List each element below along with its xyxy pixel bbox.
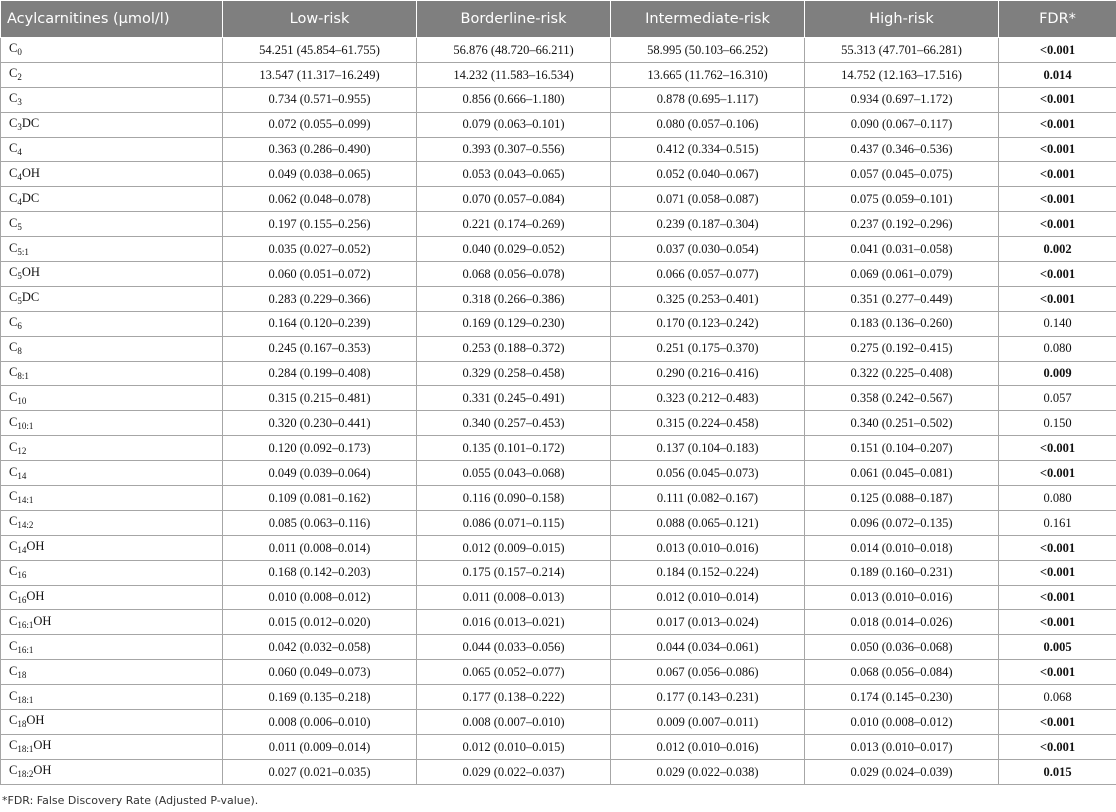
acylcarnitine-name-cell	[1, 311, 223, 336]
low-risk-cell: 0.320 (0.230–0.441)	[223, 411, 417, 436]
high-risk-cell: 0.041 (0.031–0.058)	[805, 237, 999, 262]
high-risk-cell: 0.050 (0.036–0.068)	[805, 635, 999, 660]
high-risk-cell: 0.437 (0.346–0.536)	[805, 137, 999, 162]
table-row	[1, 635, 1116, 660]
low-risk-cell: 0.015 (0.012–0.020)	[223, 610, 417, 635]
fdr-cell: <0.001	[999, 87, 1116, 112]
name-subscript: 5:1	[17, 246, 29, 257]
name-base: C	[9, 489, 18, 504]
intermediate-risk-cell: 0.071 (0.058–0.087)	[611, 187, 805, 212]
table-row	[1, 585, 1116, 610]
high-risk-cell: 14.752 (12.163–17.516)	[805, 62, 999, 87]
borderline-risk-cell: 0.012 (0.010–0.015)	[417, 734, 611, 759]
intermediate-risk-cell: 0.177 (0.143–0.231)	[611, 685, 805, 710]
borderline-risk-cell: 0.169 (0.129–0.230)	[417, 311, 611, 336]
high-risk-cell: 0.075 (0.059–0.101)	[805, 187, 999, 212]
low-risk-cell: 54.251 (45.854–61.755)	[223, 38, 417, 63]
intermediate-risk-cell: 0.111 (0.082–0.167)	[611, 486, 805, 511]
intermediate-risk-cell: 0.170 (0.123–0.242)	[611, 311, 805, 336]
low-risk-cell: 0.085 (0.063–0.116)	[223, 510, 417, 535]
name-subscript: 2	[17, 72, 22, 83]
high-risk-cell: 0.013 (0.010–0.016)	[805, 585, 999, 610]
intermediate-risk-cell: 0.012 (0.010–0.014)	[611, 585, 805, 610]
borderline-risk-cell: 0.012 (0.009–0.015)	[417, 535, 611, 560]
name-subscript: 0	[17, 47, 22, 58]
name-suffix: OH	[33, 738, 52, 753]
intermediate-risk-cell: 0.290 (0.216–0.416)	[611, 361, 805, 386]
low-risk-cell: 0.042 (0.032–0.058)	[223, 635, 417, 660]
table-row	[1, 62, 1116, 87]
high-risk-cell: 55.313 (47.701–66.281)	[805, 38, 999, 63]
name-subscript: 8	[17, 346, 22, 357]
header-low-risk: Low-risk	[223, 1, 417, 38]
low-risk-cell: 0.062 (0.048–0.078)	[223, 187, 417, 212]
low-risk-cell: 0.164 (0.120–0.239)	[223, 311, 417, 336]
name-suffix: DC	[21, 116, 40, 131]
name-subscript: 16:1	[17, 644, 34, 655]
low-risk-cell: 0.011 (0.009–0.014)	[223, 734, 417, 759]
borderline-risk-cell: 0.253 (0.188–0.372)	[417, 336, 611, 361]
table-row	[1, 162, 1116, 187]
table-body	[1, 38, 1116, 785]
intermediate-risk-cell: 0.184 (0.152–0.224)	[611, 560, 805, 585]
borderline-risk-cell: 0.070 (0.057–0.084)	[417, 187, 611, 212]
borderline-risk-cell: 0.856 (0.666–1.180)	[417, 87, 611, 112]
fdr-cell: 0.009	[999, 361, 1116, 386]
name-subscript: 18	[17, 669, 27, 680]
name-base: C	[9, 638, 18, 653]
name-base: C	[9, 240, 18, 255]
acylcarnitine-name-cell	[1, 510, 223, 535]
name-base: C	[9, 165, 18, 180]
borderline-risk-cell: 0.175 (0.157–0.214)	[417, 560, 611, 585]
low-risk-cell: 0.060 (0.049–0.073)	[223, 660, 417, 685]
low-risk-cell: 0.245 (0.167–0.353)	[223, 336, 417, 361]
acylcarnitine-name-cell	[1, 734, 223, 759]
name-subscript: 14	[17, 545, 27, 556]
name-base: C	[9, 265, 18, 280]
acylcarnitine-name-cell	[1, 286, 223, 311]
low-risk-cell: 13.547 (11.317–16.249)	[223, 62, 417, 87]
low-risk-cell: 0.010 (0.008–0.012)	[223, 585, 417, 610]
high-risk-cell: 0.189 (0.160–0.231)	[805, 560, 999, 585]
name-base: C	[9, 66, 18, 81]
table-row	[1, 610, 1116, 635]
intermediate-risk-cell: 0.066 (0.057–0.077)	[611, 262, 805, 287]
low-risk-cell: 0.168 (0.142–0.203)	[223, 560, 417, 585]
name-base: C	[9, 215, 18, 230]
borderline-risk-cell: 0.016 (0.013–0.021)	[417, 610, 611, 635]
low-risk-cell: 0.169 (0.135–0.218)	[223, 685, 417, 710]
high-risk-cell: 0.237 (0.192–0.296)	[805, 212, 999, 237]
fdr-cell: <0.001	[999, 286, 1116, 311]
name-subscript: 10	[17, 395, 27, 406]
fdr-cell: 0.140	[999, 311, 1116, 336]
name-subscript: 5	[17, 221, 22, 232]
borderline-risk-cell: 56.876 (48.720–66.211)	[417, 38, 611, 63]
name-subscript: 14:2	[17, 520, 34, 531]
low-risk-cell: 0.049 (0.038–0.065)	[223, 162, 417, 187]
name-subscript: 4	[17, 171, 22, 182]
fdr-cell: <0.001	[999, 660, 1116, 685]
name-subscript: 5	[17, 271, 22, 282]
table-row	[1, 734, 1116, 759]
intermediate-risk-cell: 0.315 (0.224–0.458)	[611, 411, 805, 436]
acylcarnitine-name-cell	[1, 635, 223, 660]
acylcarnitine-name-cell	[1, 710, 223, 735]
fdr-cell: <0.001	[999, 710, 1116, 735]
intermediate-risk-cell: 0.012 (0.010–0.016)	[611, 734, 805, 759]
borderline-risk-cell: 0.040 (0.029–0.052)	[417, 237, 611, 262]
fdr-cell: <0.001	[999, 734, 1116, 759]
fdr-cell: 0.068	[999, 685, 1116, 710]
borderline-risk-cell: 0.068 (0.056–0.078)	[417, 262, 611, 287]
high-risk-cell: 0.090 (0.067–0.117)	[805, 112, 999, 137]
fdr-cell: <0.001	[999, 535, 1116, 560]
borderline-risk-cell: 0.055 (0.043–0.068)	[417, 461, 611, 486]
name-base: C	[9, 464, 18, 479]
fdr-cell: <0.001	[999, 38, 1116, 63]
name-base: C	[9, 340, 18, 355]
name-base: C	[9, 589, 18, 604]
intermediate-risk-cell: 0.878 (0.695–1.117)	[611, 87, 805, 112]
name-subscript: 8:1	[17, 371, 29, 382]
low-risk-cell: 0.027 (0.021–0.035)	[223, 759, 417, 784]
borderline-risk-cell: 0.086 (0.071–0.115)	[417, 510, 611, 535]
intermediate-risk-cell: 0.239 (0.187–0.304)	[611, 212, 805, 237]
intermediate-risk-cell: 0.009 (0.007–0.011)	[611, 710, 805, 735]
fdr-cell: 0.080	[999, 336, 1116, 361]
acylcarnitine-name-cell	[1, 411, 223, 436]
table-row	[1, 510, 1116, 535]
high-risk-cell: 0.068 (0.056–0.084)	[805, 660, 999, 685]
borderline-risk-cell: 0.221 (0.174–0.269)	[417, 212, 611, 237]
name-base: C	[9, 514, 18, 529]
table-row	[1, 386, 1116, 411]
high-risk-cell: 0.013 (0.010–0.017)	[805, 734, 999, 759]
name-base: C	[9, 613, 18, 628]
name-subscript: 6	[17, 321, 22, 332]
name-base: C	[9, 365, 18, 380]
fdr-cell: <0.001	[999, 262, 1116, 287]
table-row	[1, 212, 1116, 237]
table-row	[1, 411, 1116, 436]
intermediate-risk-cell: 0.323 (0.212–0.483)	[611, 386, 805, 411]
table-row	[1, 710, 1116, 735]
intermediate-risk-cell: 0.013 (0.010–0.016)	[611, 535, 805, 560]
high-risk-cell: 0.069 (0.061–0.079)	[805, 262, 999, 287]
intermediate-risk-cell: 0.251 (0.175–0.370)	[611, 336, 805, 361]
acylcarnitine-name-cell	[1, 336, 223, 361]
high-risk-cell: 0.125 (0.088–0.187)	[805, 486, 999, 511]
acylcarnitine-name-cell	[1, 262, 223, 287]
name-suffix: OH	[26, 539, 45, 554]
name-base: C	[9, 539, 18, 554]
low-risk-cell: 0.049 (0.039–0.064)	[223, 461, 417, 486]
acylcarnitine-name-cell	[1, 187, 223, 212]
fdr-cell: <0.001	[999, 212, 1116, 237]
acylcarnitine-name-cell	[1, 212, 223, 237]
borderline-risk-cell: 0.029 (0.022–0.037)	[417, 759, 611, 784]
fdr-cell: 0.005	[999, 635, 1116, 660]
fdr-cell: <0.001	[999, 137, 1116, 162]
name-suffix: DC	[21, 190, 40, 205]
high-risk-cell: 0.322 (0.225–0.408)	[805, 361, 999, 386]
name-subscript: 16	[17, 570, 27, 581]
high-risk-cell: 0.096 (0.072–0.135)	[805, 510, 999, 535]
high-risk-cell: 0.029 (0.024–0.039)	[805, 759, 999, 784]
fdr-cell: <0.001	[999, 560, 1116, 585]
name-subscript: 3	[17, 97, 22, 108]
high-risk-cell: 0.061 (0.045–0.081)	[805, 461, 999, 486]
name-suffix: OH	[26, 589, 45, 604]
name-base: C	[9, 315, 18, 330]
table-row	[1, 535, 1116, 560]
header-acylcarnitines: Acylcarnitines (µmol/l)	[1, 1, 223, 38]
name-subscript: 4	[17, 147, 22, 157]
intermediate-risk-cell: 0.137 (0.104–0.183)	[611, 436, 805, 461]
name-base: C	[9, 713, 18, 728]
intermediate-risk-cell: 13.665 (11.762–16.310)	[611, 62, 805, 87]
intermediate-risk-cell: 0.044 (0.034–0.061)	[611, 635, 805, 660]
high-risk-cell: 0.057 (0.045–0.075)	[805, 162, 999, 187]
fdr-cell: 0.150	[999, 411, 1116, 436]
header-borderline-risk: Borderline-risk	[417, 1, 611, 38]
high-risk-cell: 0.275 (0.192–0.415)	[805, 336, 999, 361]
table-row	[1, 87, 1116, 112]
acylcarnitine-name-cell	[1, 386, 223, 411]
low-risk-cell: 0.283 (0.229–0.366)	[223, 286, 417, 311]
name-subscript: 14:1	[17, 495, 34, 506]
intermediate-risk-cell: 0.052 (0.040–0.067)	[611, 162, 805, 187]
table-row	[1, 286, 1116, 311]
borderline-risk-cell: 0.008 (0.007–0.010)	[417, 710, 611, 735]
table-row	[1, 311, 1116, 336]
high-risk-cell: 0.174 (0.145–0.230)	[805, 685, 999, 710]
high-risk-cell: 0.358 (0.242–0.567)	[805, 386, 999, 411]
table-row	[1, 38, 1116, 63]
name-base: C	[9, 688, 18, 703]
acylcarnitine-name-cell	[1, 436, 223, 461]
borderline-risk-cell: 0.044 (0.033–0.056)	[417, 635, 611, 660]
fdr-cell: <0.001	[999, 585, 1116, 610]
intermediate-risk-cell: 0.412 (0.334–0.515)	[611, 137, 805, 162]
name-suffix: OH	[33, 763, 52, 778]
name-base: C	[9, 141, 18, 155]
acylcarnitine-name-cell	[1, 461, 223, 486]
table-row	[1, 461, 1116, 486]
high-risk-cell: 0.151 (0.104–0.207)	[805, 436, 999, 461]
intermediate-risk-cell: 0.080 (0.057–0.106)	[611, 112, 805, 137]
intermediate-risk-cell: 0.325 (0.253–0.401)	[611, 286, 805, 311]
low-risk-cell: 0.060 (0.051–0.072)	[223, 262, 417, 287]
fdr-cell: 0.057	[999, 386, 1116, 411]
borderline-risk-cell: 0.065 (0.052–0.077)	[417, 660, 611, 685]
borderline-risk-cell: 0.340 (0.257–0.453)	[417, 411, 611, 436]
table-row	[1, 361, 1116, 386]
table-row	[1, 237, 1116, 262]
name-base: C	[9, 564, 18, 579]
fdr-cell: <0.001	[999, 162, 1116, 187]
acylcarnitine-name-cell	[1, 162, 223, 187]
fdr-cell: <0.001	[999, 461, 1116, 486]
name-subscript: 10:1	[17, 420, 34, 431]
name-suffix: OH	[21, 265, 40, 280]
fdr-cell: <0.001	[999, 436, 1116, 461]
header-intermediate-risk: Intermediate-risk	[611, 1, 805, 38]
name-subscript: 18:1	[17, 694, 34, 705]
fdr-cell: <0.001	[999, 610, 1116, 635]
fdr-cell: 0.014	[999, 62, 1116, 87]
high-risk-cell: 0.010 (0.008–0.012)	[805, 710, 999, 735]
borderline-risk-cell: 0.331 (0.245–0.491)	[417, 386, 611, 411]
name-subscript: 12	[17, 445, 27, 456]
high-risk-cell: 0.014 (0.010–0.018)	[805, 535, 999, 560]
intermediate-risk-cell: 0.056 (0.045–0.073)	[611, 461, 805, 486]
table-row	[1, 486, 1116, 511]
fdr-cell: 0.161	[999, 510, 1116, 535]
intermediate-risk-cell: 58.995 (50.103–66.252)	[611, 38, 805, 63]
table-row	[1, 137, 1116, 162]
acylcarnitine-name-cell	[1, 361, 223, 386]
acylcarnitine-name-cell	[1, 38, 223, 63]
acylcarnitine-name-cell	[1, 137, 223, 162]
low-risk-cell: 0.072 (0.055–0.099)	[223, 112, 417, 137]
name-base: C	[9, 738, 18, 753]
acylcarnitine-name-cell	[1, 62, 223, 87]
table-row	[1, 759, 1116, 784]
name-base: C	[9, 190, 18, 205]
name-subscript: 16	[17, 595, 27, 606]
intermediate-risk-cell: 0.017 (0.013–0.024)	[611, 610, 805, 635]
low-risk-cell: 0.734 (0.571–0.955)	[223, 87, 417, 112]
acylcarnitine-name-cell	[1, 759, 223, 784]
fdr-cell: 0.080	[999, 486, 1116, 511]
intermediate-risk-cell: 0.088 (0.065–0.121)	[611, 510, 805, 535]
table-header-row	[1, 1, 1116, 38]
fdr-cell: 0.002	[999, 237, 1116, 262]
name-base: C	[9, 414, 18, 429]
name-base: C	[9, 116, 18, 131]
high-risk-cell: 0.351 (0.277–0.449)	[805, 286, 999, 311]
borderline-risk-cell: 0.329 (0.258–0.458)	[417, 361, 611, 386]
acylcarnitine-name-cell	[1, 560, 223, 585]
acylcarnitine-name-cell	[1, 112, 223, 137]
name-base: C	[9, 763, 18, 778]
low-risk-cell: 0.035 (0.027–0.052)	[223, 237, 417, 262]
name-base: C	[9, 663, 18, 678]
intermediate-risk-cell: 0.029 (0.022–0.038)	[611, 759, 805, 784]
table-row	[1, 187, 1116, 212]
borderline-risk-cell: 0.053 (0.043–0.065)	[417, 162, 611, 187]
low-risk-cell: 0.315 (0.215–0.481)	[223, 386, 417, 411]
fdr-cell: 0.015	[999, 759, 1116, 784]
borderline-risk-cell: 0.393 (0.307–0.556)	[417, 137, 611, 162]
name-subscript: 18:2	[17, 769, 34, 780]
name-suffix: OH	[26, 713, 45, 728]
name-base: C	[9, 389, 18, 404]
header-high-risk: High-risk	[805, 1, 999, 38]
high-risk-cell: 0.183 (0.136–0.260)	[805, 311, 999, 336]
acylcarnitine-name-cell	[1, 660, 223, 685]
borderline-risk-cell: 0.079 (0.063–0.101)	[417, 112, 611, 137]
header-fdr: FDR*	[999, 1, 1116, 38]
name-subscript: 3	[17, 122, 22, 133]
low-risk-cell: 0.008 (0.006–0.010)	[223, 710, 417, 735]
low-risk-cell: 0.120 (0.092–0.173)	[223, 436, 417, 461]
acylcarnitine-name-cell	[1, 237, 223, 262]
borderline-risk-cell: 14.232 (11.583–16.534)	[417, 62, 611, 87]
name-base: C	[9, 290, 18, 305]
table-row	[1, 262, 1116, 287]
name-suffix: OH	[21, 165, 40, 180]
low-risk-cell: 0.284 (0.199–0.408)	[223, 361, 417, 386]
high-risk-cell: 0.018 (0.014–0.026)	[805, 610, 999, 635]
name-subscript: 5	[17, 296, 22, 307]
acylcarnitine-name-cell	[1, 610, 223, 635]
name-subscript: 18	[17, 719, 27, 730]
name-subscript: 14	[17, 470, 27, 481]
acylcarnitine-name-cell	[1, 585, 223, 610]
table-row	[1, 685, 1116, 710]
fdr-cell: <0.001	[999, 112, 1116, 137]
name-subscript: 18:1	[17, 744, 34, 755]
low-risk-cell: 0.197 (0.155–0.256)	[223, 212, 417, 237]
borderline-risk-cell: 0.177 (0.138–0.222)	[417, 685, 611, 710]
table-footnote: *FDR: False Discovery Rate (Adjusted P-value).	[2, 794, 259, 807]
table-row	[1, 336, 1116, 361]
fdr-cell: <0.001	[999, 187, 1116, 212]
name-subscript: 16:1	[17, 619, 34, 630]
low-risk-cell: 0.011 (0.008–0.014)	[223, 535, 417, 560]
name-base: C	[9, 439, 18, 454]
low-risk-cell: 0.109 (0.081–0.162)	[223, 486, 417, 511]
acylcarnitine-name-cell	[1, 486, 223, 511]
name-suffix: OH	[33, 613, 52, 628]
borderline-risk-cell: 0.011 (0.008–0.013)	[417, 585, 611, 610]
name-suffix: DC	[21, 290, 40, 305]
table-row	[1, 436, 1116, 461]
high-risk-cell: 0.934 (0.697–1.172)	[805, 87, 999, 112]
borderline-risk-cell: 0.318 (0.266–0.386)	[417, 286, 611, 311]
borderline-risk-cell: 0.116 (0.090–0.158)	[417, 486, 611, 511]
table-row	[1, 560, 1116, 585]
table-row	[1, 660, 1116, 685]
high-risk-cell: 0.340 (0.251–0.502)	[805, 411, 999, 436]
acylcarnitine-name-cell	[1, 87, 223, 112]
acylcarnitine-name-cell	[1, 535, 223, 560]
borderline-risk-cell: 0.135 (0.101–0.172)	[417, 436, 611, 461]
intermediate-risk-cell: 0.067 (0.056–0.086)	[611, 660, 805, 685]
intermediate-risk-cell: 0.037 (0.030–0.054)	[611, 237, 805, 262]
table-row	[1, 112, 1116, 137]
name-base: C	[9, 41, 18, 56]
name-base: C	[9, 91, 18, 106]
acylcarnitine-name-cell	[1, 685, 223, 710]
low-risk-cell: 0.363 (0.286–0.490)	[223, 137, 417, 162]
name-subscript: 4	[17, 196, 22, 207]
